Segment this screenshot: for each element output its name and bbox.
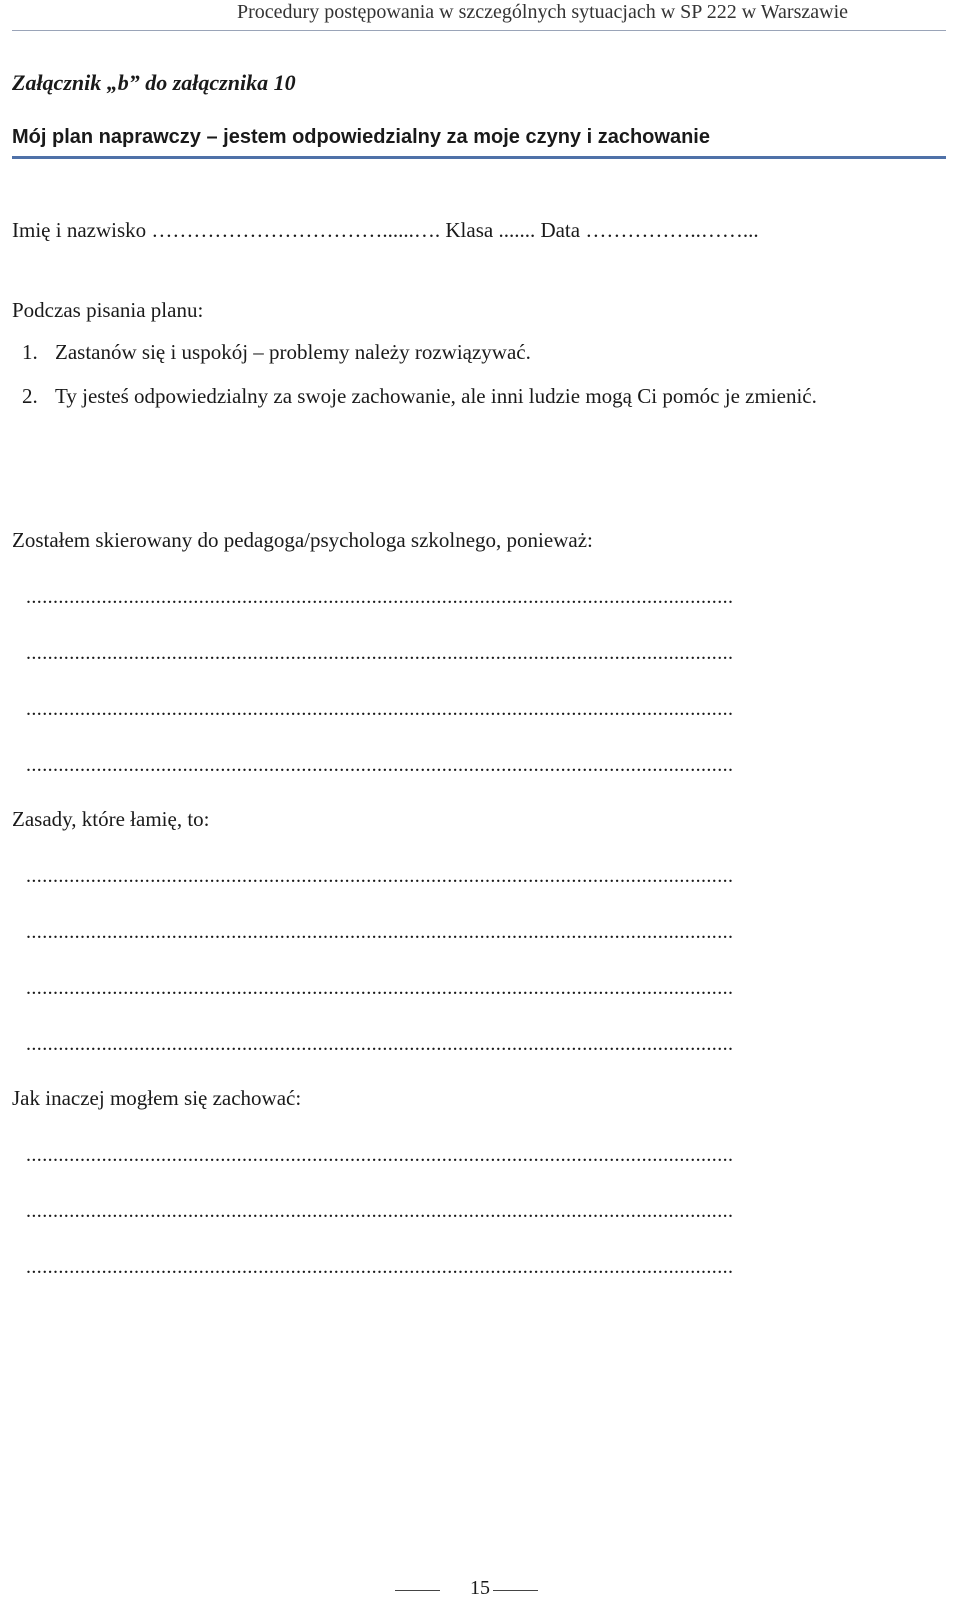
answer-line: ................................................................................................................................... bbox=[26, 1144, 734, 1166]
footer-divider-right bbox=[493, 1590, 538, 1591]
header-divider bbox=[12, 30, 946, 31]
plan-title: Mój plan naprawczy – jestem odpowiedzialny za moje czyny i zachowanie bbox=[12, 126, 710, 148]
name-class-date-line: Imię i nazwisko ……………………………......…. Klasa ....... Data ……………..……... bbox=[12, 218, 759, 242]
instruction-number: 1. bbox=[22, 340, 38, 364]
page-number: 15 bbox=[470, 1577, 490, 1599]
instruction-number: 2. bbox=[22, 384, 38, 408]
answer-line: ................................................................................................................................... bbox=[26, 1256, 734, 1278]
answer-line: ................................................................................................................................... bbox=[26, 586, 734, 608]
answer-line: ................................................................................................................................... bbox=[26, 977, 734, 999]
header-title: Procedury postępowania w szczególnych sytuacjach w SP 222 w Warszawie bbox=[237, 1, 848, 23]
instructions-heading: Podczas pisania planu: bbox=[12, 298, 204, 322]
attachment-label: Załącznik „b” do załącznika 10 bbox=[12, 70, 296, 95]
answer-line: ................................................................................................................................... bbox=[26, 1200, 734, 1222]
instruction-text: Zastanów się i uspokój – problemy należy rozwiązywać. bbox=[55, 340, 531, 364]
title-divider bbox=[12, 156, 946, 159]
instruction-item-2 bbox=[12, 378, 946, 414]
answer-line: ................................................................................................................................... bbox=[26, 1033, 734, 1055]
instruction-text: Ty jesteś odpowiedzialny za swoje zachowanie, ale inni ludzie mogą Ci pomóc je zmienić. bbox=[55, 384, 817, 408]
answer-line: ................................................................................................................................... bbox=[26, 698, 734, 720]
answer-line: ................................................................................................................................... bbox=[26, 865, 734, 887]
answer-line: ................................................................................................................................... bbox=[26, 754, 734, 776]
instruction-item-1 bbox=[12, 340, 531, 365]
answer-line: ................................................................................................................................... bbox=[26, 921, 734, 943]
answer-line: ................................................................................................................................... bbox=[26, 642, 734, 664]
section-heading-referral: Zostałem skierowany do pedagoga/psychologa szkolnego, ponieważ: bbox=[12, 528, 593, 552]
section-heading-alternative: Jak inaczej mogłem się zachować: bbox=[12, 1086, 302, 1110]
section-heading-rules: Zasady, które łamię, to: bbox=[12, 807, 210, 831]
